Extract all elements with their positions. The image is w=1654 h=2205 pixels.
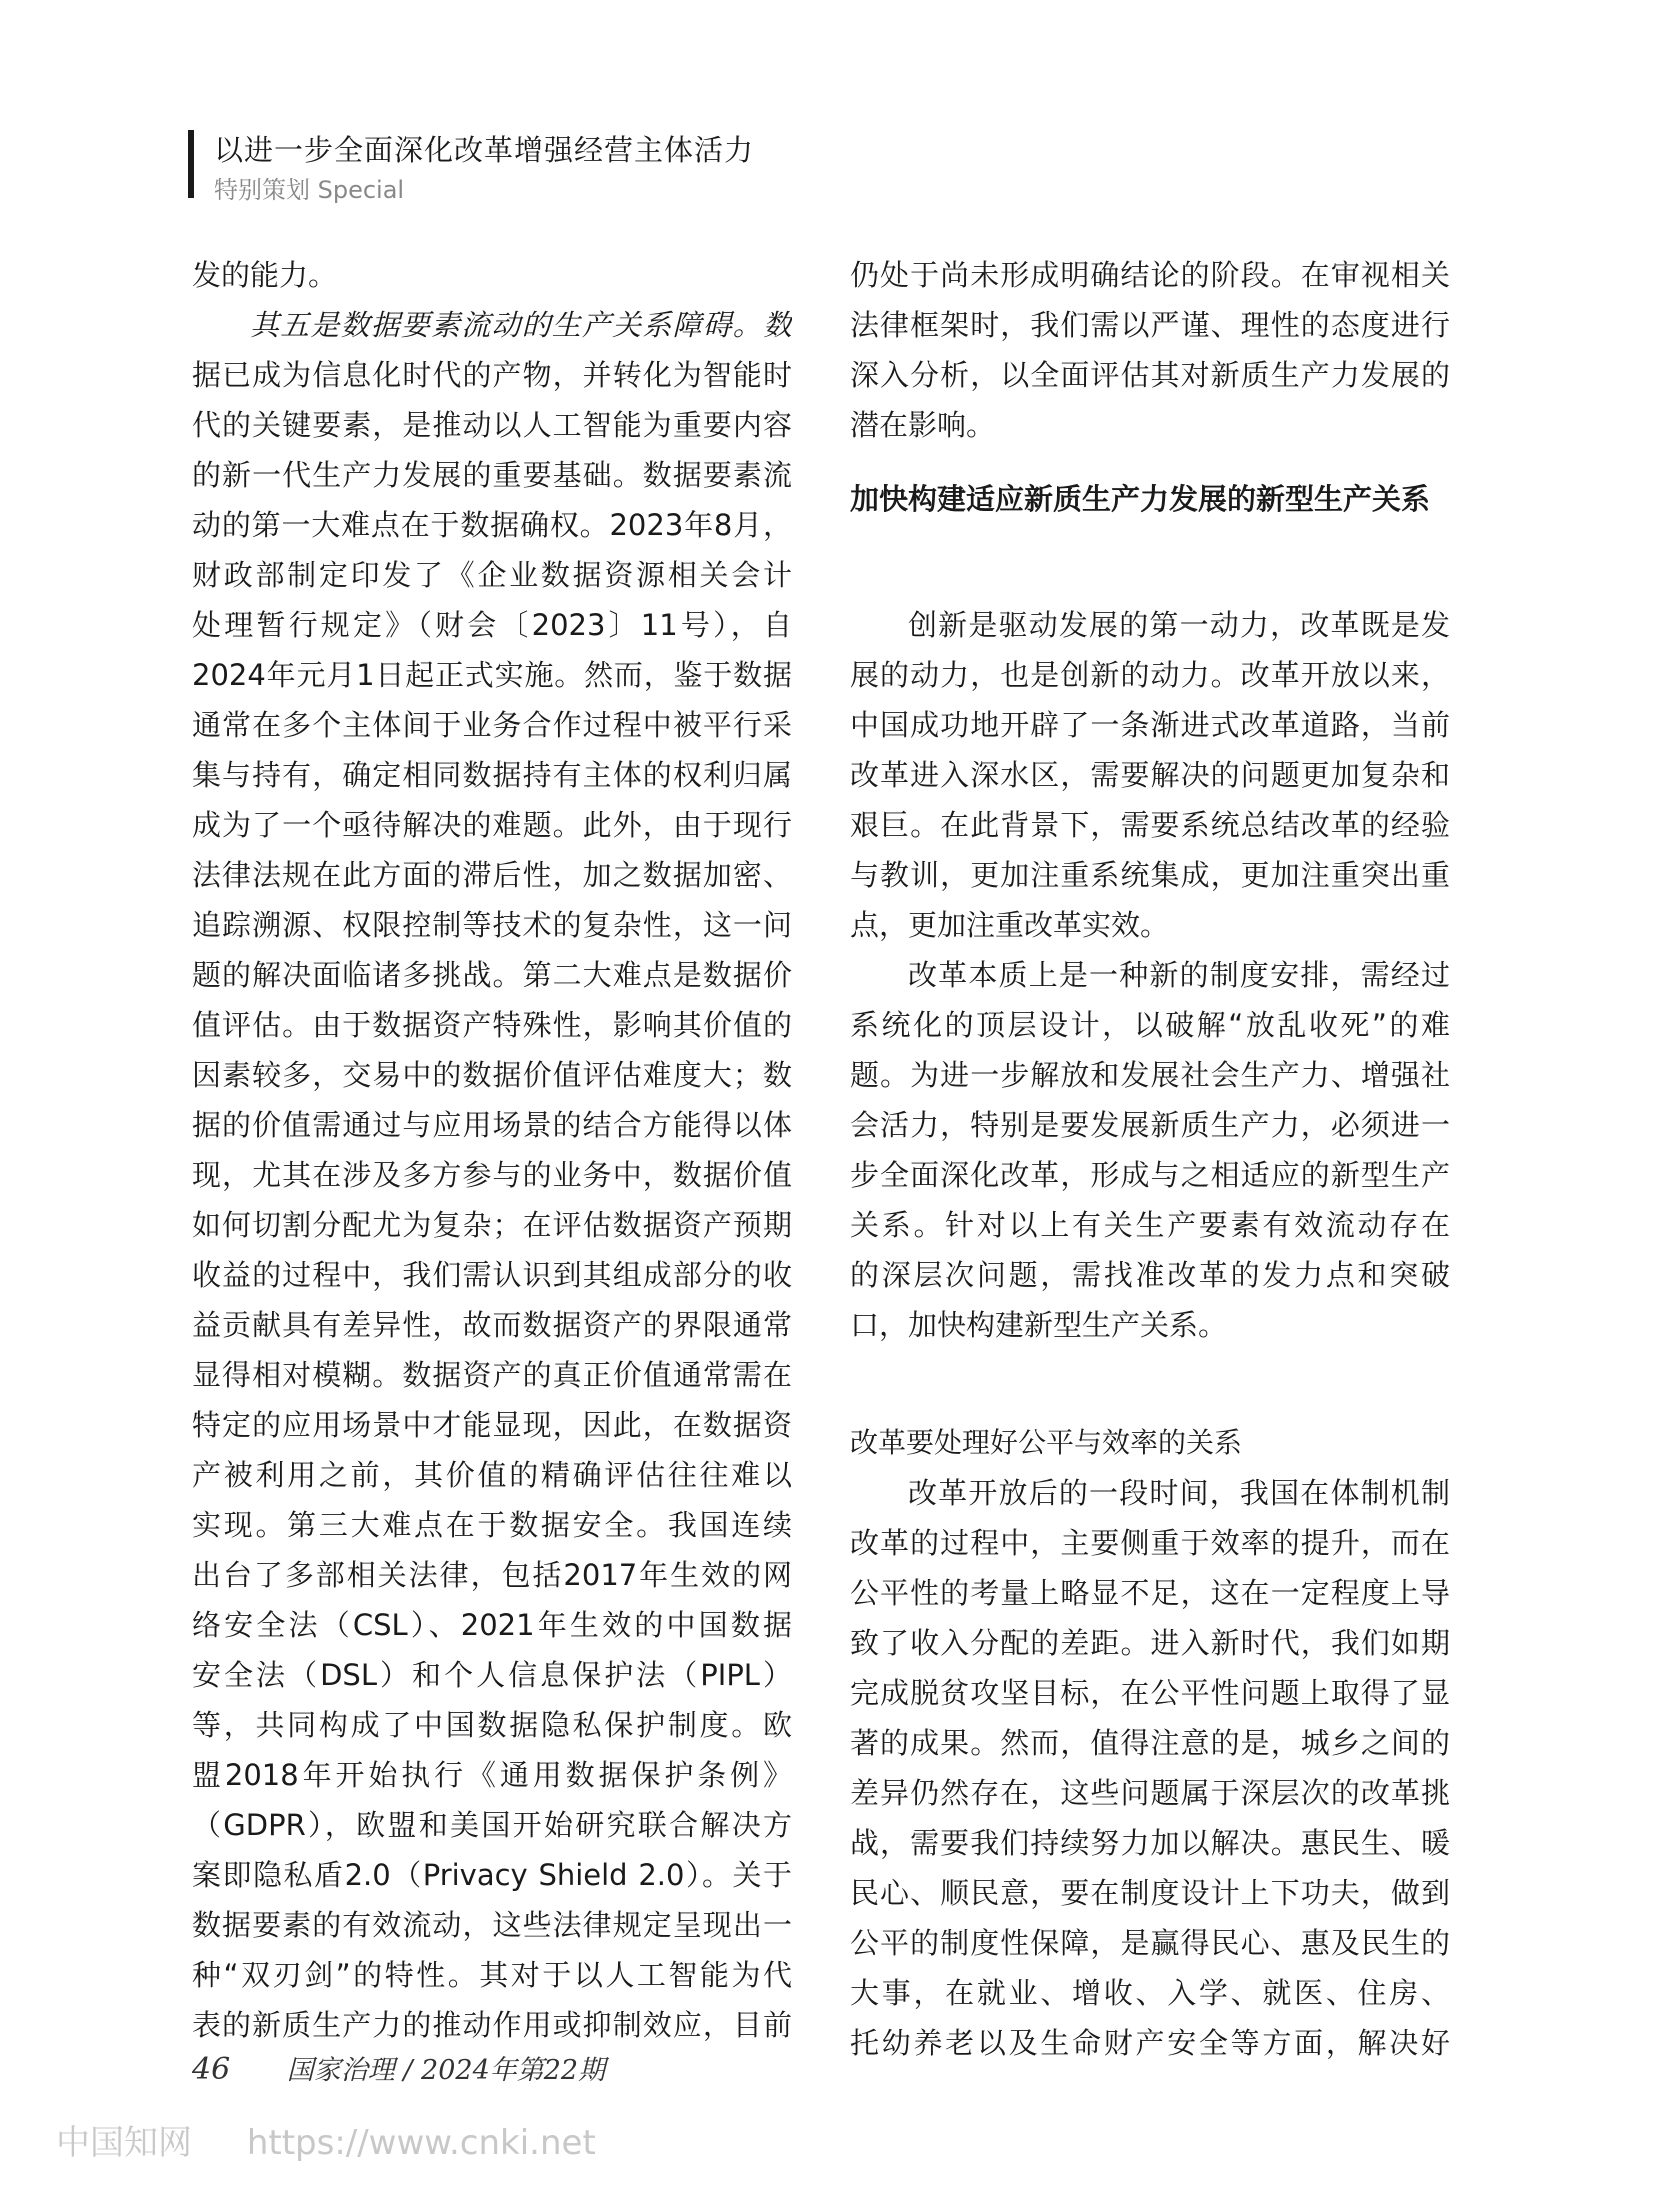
text-line: 等，共同构成了中国数据隐私保护制度。欧: [192, 1708, 792, 1742]
text-line: 集与持有，确定相同数据持有主体的权利归属: [192, 758, 792, 792]
text-line: 改革的过程中，主要侧重于效率的提升，而在: [850, 1526, 1450, 1560]
text-line: 动的第一大难点在于数据确权。2023年8月，: [192, 508, 792, 542]
text-line: 追踪溯源、权限控制等技术的复杂性，这一问: [192, 908, 792, 942]
text-line: 完成脱贫攻坚目标，在公平性问题上取得了显: [850, 1676, 1450, 1710]
text-line: 创新是驱动发展的第一动力，改革既是发: [908, 608, 1450, 642]
text-line: 显得相对模糊。数据资产的真正价值通常需在: [192, 1358, 792, 1392]
text-line: 题的解决面临诸多挑战。第二大难点是数据价: [192, 958, 792, 992]
text-line: 差异仍然存在，这些问题属于深层次的改革挑: [850, 1776, 1450, 1810]
text-line: 法律法规在此方面的滞后性，加之数据加密、: [192, 858, 792, 892]
text-line: 仍处于尚未形成明确结论的阶段。在审视相关: [850, 258, 1450, 292]
watermark: [56, 2115, 640, 2164]
text-line: 民心、顺民意，要在制度设计上下功夫，做到: [850, 1876, 1450, 1910]
text-line: 艰巨。在此背景下，需要系统总结改革的经验: [850, 808, 1450, 842]
section-heading: 加快构建适应新质生产力发展的新型生产关系: [850, 482, 1431, 516]
text-line: 战，需要我们持续努力加以解决。惠民生、暖: [850, 1826, 1450, 1860]
text-line: 公平的制度性保障，是赢得民心、惠及民生的: [850, 1926, 1450, 1960]
text-line: 代的关键要素，是推动以人工智能为重要内容: [192, 408, 792, 442]
text-line: 益贡献具有差异性，故而数据资产的界限通常: [192, 1308, 792, 1342]
page-number: 46: [192, 2052, 231, 2087]
text-line: 络安全法（CSL）、2021年生效的中国数据: [192, 1608, 792, 1642]
text-line: 托幼养老以及生命财产安全等方面，解决好: [850, 2026, 1450, 2060]
text-line: 的新一代生产力发展的重要基础。数据要素流: [192, 458, 792, 492]
text-line: 点，更加注重改革实效。: [850, 908, 1170, 942]
journal-name: 国家治理 / 2024年第22期: [286, 2055, 606, 2086]
text-line: 盟2018年开始执行《通用数据保护条例》: [192, 1758, 792, 1792]
text-line: 法律框架时，我们需以严谨、理性的态度进行: [850, 308, 1450, 342]
text-line: 致了收入分配的差距。进入新时代，我们如期: [850, 1626, 1450, 1660]
text-line: 公平性的考量上略显不足，这在一定程度上导: [850, 1576, 1450, 1610]
watermark-brand: 中国知网: [56, 2123, 192, 2163]
section-title: 以进一步全面深化改革增强经营主体活力: [214, 133, 755, 167]
watermark-url: https://www.cnki.net: [246, 2123, 596, 2163]
text-line: 大事，在就业、增收、入学、就医、住房、: [850, 1976, 1450, 2010]
text-line: 案即隐私盾2.0（Privacy Shield 2.0）。关于: [192, 1858, 792, 1892]
text-line: 系统化的顶层设计，以破解“放乱收死”的难: [850, 1008, 1450, 1042]
header-bar: [188, 130, 194, 198]
text-line: 安全法（DSL）和个人信息保护法（PIPL）: [192, 1658, 792, 1692]
text-line: 处理暂行规定》（财会〔2023〕11号），自: [192, 608, 792, 642]
text-line: 深入分析，以全面评估其对新质生产力发展的: [850, 358, 1450, 392]
text-line: 据已成为信息化时代的产物，并转化为智能时: [192, 358, 792, 392]
text-line: 改革进入深水区，需要解决的问题更加复杂和: [850, 758, 1450, 792]
text-line: 改革本质上是一种新的制度安排，需经过: [908, 958, 1450, 992]
text-line: 潜在影响。: [850, 408, 996, 442]
left-column: [192, 250, 792, 2050]
text-line: 产被利用之前，其价值的精确评估往往难以: [192, 1458, 792, 1492]
text-line: 现，尤其在涉及多方参与的业务中，数据价值: [192, 1158, 792, 1192]
text-line: 改革开放后的一段时间，我国在体制机制: [908, 1476, 1450, 1510]
text-line: （GDPR），欧盟和美国开始研究联合解决方: [192, 1808, 792, 1842]
text-line: 关系。针对以上有关生产要素有效流动存在: [850, 1208, 1450, 1242]
text-line: 著的成果。然而，值得注意的是，城乡之间的: [850, 1726, 1450, 1760]
text-line: 与教训，更加注重系统集成，更加注重突出重: [850, 858, 1450, 892]
text-line: 如何切割分配尤为复杂；在评估数据资产预期: [192, 1208, 792, 1242]
text-line: 中国成功地开辟了一条渐进式改革道路，当前: [850, 708, 1450, 742]
right-column: [850, 250, 1450, 2068]
text-line: 会活力，特别是要发展新质生产力，必须进一: [850, 1108, 1450, 1142]
section-subtitle: 特别策划 Special: [214, 176, 405, 204]
text-line: 数据要素的有效流动，这些法律规定呈现出一: [192, 1908, 792, 1942]
text-line: 特定的应用场景中才能显现，因此，在数据资: [192, 1408, 792, 1442]
text-line: 口，加快构建新型生产关系。: [850, 1308, 1228, 1342]
text-line: 展的动力，也是创新的动力。改革开放以来，: [850, 658, 1450, 692]
text-line: 2024年元月1日起正式实施。然而，鉴于数据: [192, 658, 792, 692]
text-line: 实现。第三大难点在于数据安全。我国连续: [192, 1508, 792, 1542]
text-line: 出台了多部相关法律，包括2017年生效的网: [192, 1558, 792, 1592]
subsection-heading: 改革要处理好公平与效率的关系: [850, 1426, 1243, 1459]
text-line: 财政部制定印发了《企业数据资源相关会计: [192, 558, 792, 592]
text-line: 其五是数据要素流动的生产关系障碍。数: [250, 308, 792, 342]
text-line: 题。为进一步解放和发展社会生产力、增强社: [850, 1058, 1450, 1092]
text-line: 步全面深化改革，形成与之相适应的新型生产: [850, 1158, 1450, 1192]
text-line: 的深层次问题，需找准改革的发力点和突破: [850, 1258, 1450, 1292]
page-footer: [192, 2048, 605, 2087]
text-line: 发的能力。: [192, 258, 338, 292]
text-line: 值评估。由于数据资产特殊性，影响其价值的: [192, 1008, 792, 1042]
text-line: 种“双刃剑”的特性。其对于以人工智能为代: [192, 1958, 792, 1992]
text-line: 收益的过程中，我们需认识到其组成部分的收: [192, 1258, 792, 1292]
text-line: 表的新质生产力的推动作用或抑制效应，目前: [192, 2008, 792, 2042]
text-line: 通常在多个主体间于业务合作过程中被平行采: [192, 708, 792, 742]
text-line: 据的价值需通过与应用场景的结合方能得以体: [192, 1108, 792, 1142]
text-line: 成为了一个亟待解决的难题。此外，由于现行: [192, 808, 792, 842]
text-line: 因素较多，交易中的数据价值评估难度大；数: [192, 1058, 792, 1092]
